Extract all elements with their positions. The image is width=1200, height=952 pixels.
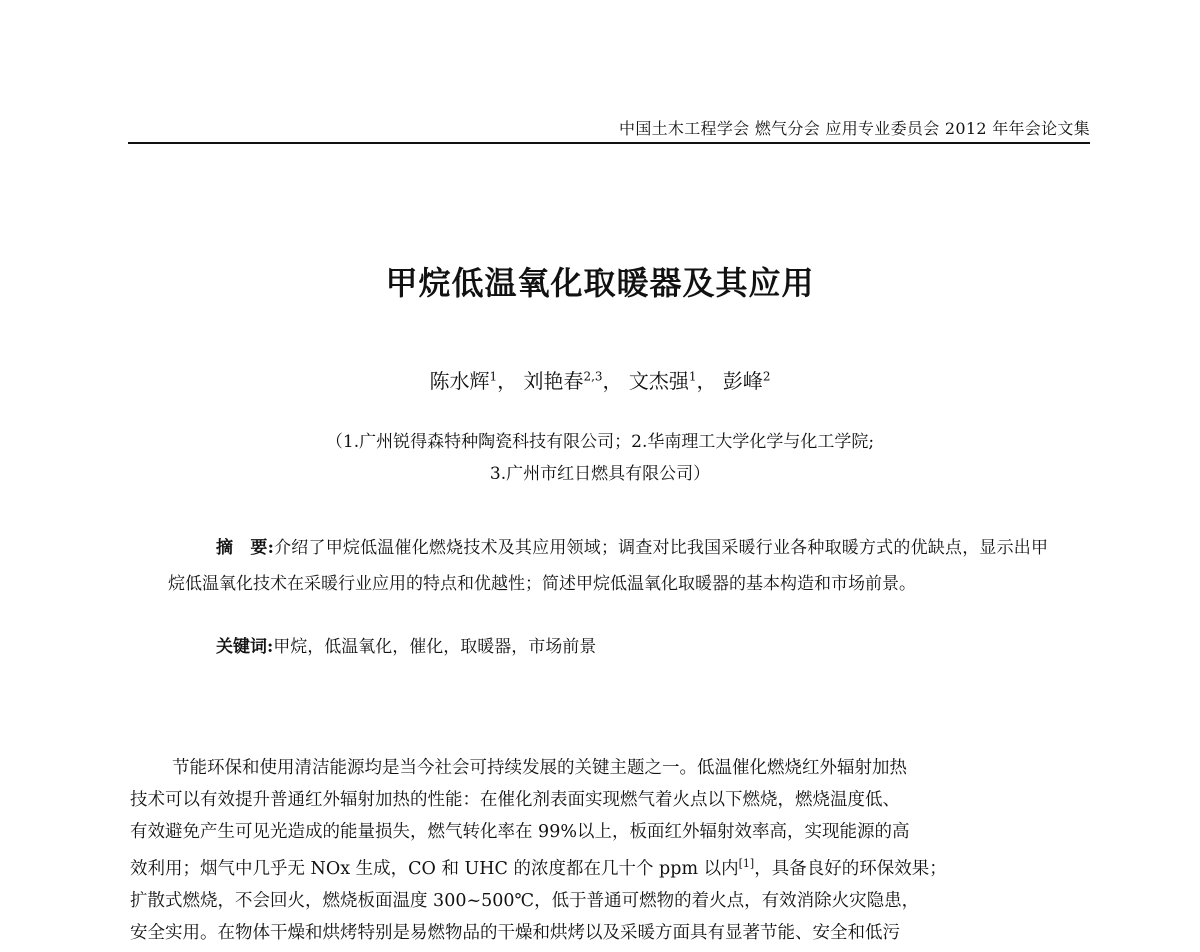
body-line-text: 效利用；烟气中几乎无 NOx 生成，CO 和 UHC 的浓度都在几十个 ppm 以内 <box>130 858 739 879</box>
author-name: 彭峰 <box>722 369 763 393</box>
author-4 <box>723 369 771 393</box>
citation-marker: [1] <box>738 857 755 870</box>
body-line: 节能环保和使用清洁能源均是当今社会可持续发展的关键主题之一。低温催化燃烧红外辐射加热 <box>172 758 907 778</box>
abstract-text: 介绍了甲烷低温催化燃烧技术及其应用领域；调查对比我国采暖行业各种取暖方式的优缺点，显示出甲烷低温氧化技术在采暖行业应用的特点和优越性；简述甲烷低温氧化取暖器的基本构造和市场前景。 <box>168 538 1048 594</box>
author-separator: ， <box>696 369 717 393</box>
body-line: 有效避免产生可见光造成的能量损失，燃气转化率在 99%以上，板面红外辐射效率高，实现能源的高 <box>130 822 910 842</box>
body-line: 技术可以有效提升普通红外辐射加热的性能：在催化剂表面实现燃气着火点以下燃烧，燃烧温度低、 <box>130 790 900 810</box>
author-affiliation-mark: 1 <box>489 369 498 384</box>
author-separator: ， <box>602 369 623 393</box>
keywords-label: 关键词: <box>216 637 274 657</box>
author-affiliation-mark: 1 <box>688 369 697 384</box>
keywords <box>216 632 596 657</box>
affiliation-line: （1.广州锐得森特种陶瓷科技有限公司；2.华南理工大学化学与化工学院; <box>325 432 875 452</box>
abstract <box>168 530 1048 602</box>
author-separator: ， <box>497 369 518 393</box>
running-header: 中国土木工程学会 燃气分会 应用专业委员会 2012 年年会论文集 <box>619 119 1090 138</box>
body-line: 安全实用。在物体干燥和烘烤特别是易燃物品的干燥和烘烤以及采暖方面具有显著节能、安全和低污 <box>130 922 900 943</box>
paper-title: 甲烷低温氧化取暖器及其应用 <box>385 264 815 302</box>
header-rule <box>128 142 1090 144</box>
author-name: 刘艳春 <box>523 369 584 393</box>
author-2 <box>523 369 602 393</box>
author-affiliation-mark: 2 <box>762 369 771 384</box>
affiliation-line: 3.广州市红日燃具有限公司） <box>489 464 711 484</box>
abstract-label: 摘 要: <box>216 538 274 558</box>
author-name: 陈水辉 <box>429 369 490 393</box>
body-paragraph <box>130 752 1088 949</box>
author-list <box>0 365 1200 394</box>
keywords-text: 甲烷，低温氧化，催化，取暖器，市场前景 <box>273 637 597 657</box>
body-line-tail: ，具备良好的环保效果； <box>754 858 947 879</box>
body-line-with-citation <box>130 848 1088 885</box>
affiliations <box>0 426 1200 490</box>
author-name: 文杰强 <box>628 369 689 393</box>
author-3 <box>629 369 697 393</box>
body-line: 扩散式燃烧，不会回火，燃烧板面温度 300~500℃，低于普通可燃物的着火点，有效消除火灾隐患， <box>130 890 920 911</box>
author-affiliation-mark: 2,3 <box>583 369 603 384</box>
author-1 <box>429 369 497 393</box>
